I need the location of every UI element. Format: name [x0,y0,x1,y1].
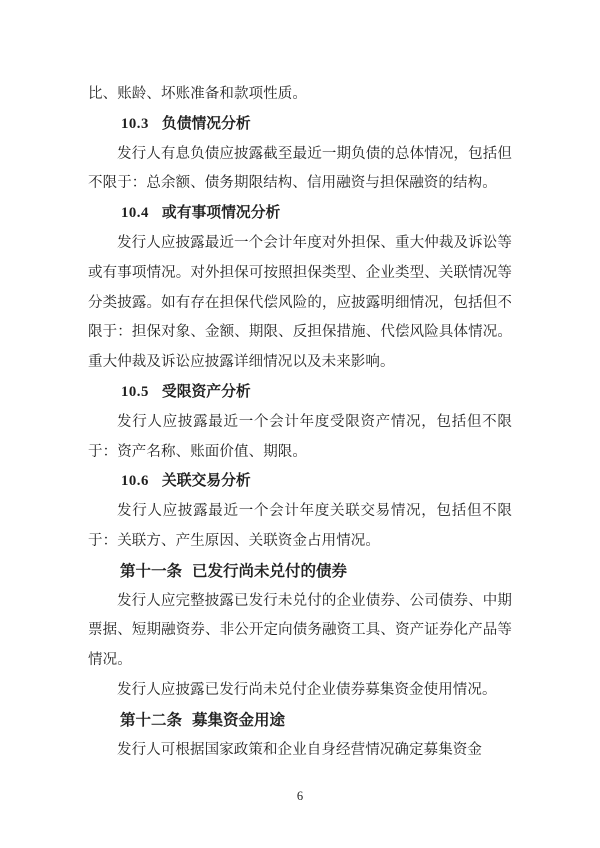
article-heading-11 [88,557,512,587]
section-number: 10.3 [121,115,149,132]
article-title: 已发行尚未兑付的债券 [192,562,348,580]
document-content [88,80,512,765]
page-number: 6 [296,789,304,803]
body-paragraph-continuation: 比、账龄、坏账准备和款项性质。 [88,86,307,102]
section-heading-10-4 [88,199,512,229]
section-heading-10-3 [88,110,512,140]
body-paragraph: 发行人有息负债应披露截至最近一期负债的总体情况，包括但不限于：总余额、债务期限结构、信用融资与担保融资的结构。 [88,145,512,192]
section-title: 关联交易分析 [161,473,251,490]
article-heading-12 [88,706,512,736]
section-number: 10.4 [121,205,149,222]
article-title: 募集资金用途 [192,711,286,729]
body-paragraph: 发行人可根据国家政策和企业自身经营情况确定募集资金 [117,741,482,758]
body-paragraph: 发行人应披露最近一个会计年度受限资产情况，包括但不限于：资产名称、账面价值、期限。 [88,413,512,460]
article-number: 第十一条 [120,562,183,580]
section-title: 或有事项情况分析 [161,205,281,222]
section-number: 10.5 [121,383,149,400]
section-number: 10.6 [121,473,149,490]
body-paragraph: 发行人应披露已发行尚未兑付企业债券募集资金使用情况。 [117,681,497,698]
body-paragraph: 发行人应披露最近一个会计年度关联交易情况，包括但不限于：关联方、产生原因、关联资金占用情况。 [88,503,512,549]
section-title: 受限资产分析 [161,383,251,400]
section-heading-10-5 [88,378,512,408]
article-number: 第十二条 [120,711,183,729]
section-heading-10-6 [88,467,512,497]
section-title: 负债情况分析 [161,115,251,132]
body-paragraph: 发行人应披露最近一个会计年度对外担保、重大仲裁及诉讼等或有事项情况。对外担保可按照担保类型、企业类型、关联情况等分类披露。如有存在担保代偿风险的，应披露明细情况，包括但不限于：担保对象、金额、期限、反担保措施、代偿风险具体情况。重大仲裁及诉讼应披露详细情况以及未来影响。 [88,234,512,371]
body-paragraph: 发行人应完整披露已发行未兑付的企业债券、公司债券、中期票据、短期融资券、非公开定向债务融资工具、资产证券化产品等情况。 [88,592,512,669]
